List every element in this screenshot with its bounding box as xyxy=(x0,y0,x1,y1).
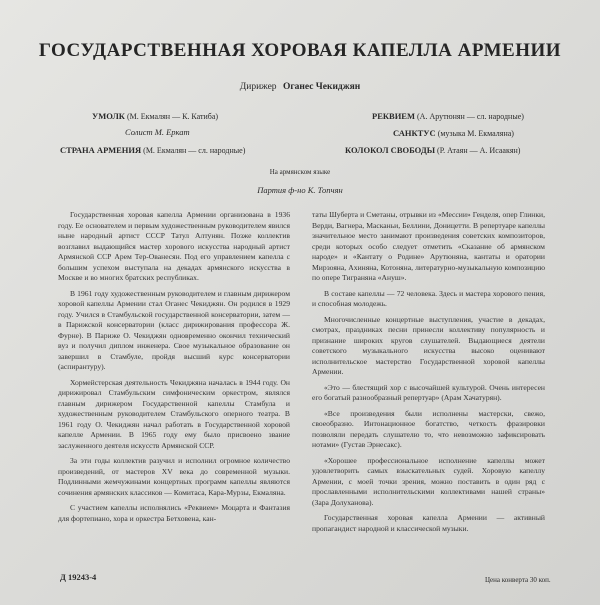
quote: «Хорошее профессиональное исполнение капеллы может удовлетворить самых взыскательных судей. Хоровую капеллу Армении, с моей точки зрения, можно поставить в один ряд с прославленными исполнительскими коллективами нашей страны» (Зара Долуханова). xyxy=(312,455,545,507)
piano-credit: Партия ф-но К. Топчян xyxy=(257,185,343,195)
program-credits: (музыка М. Екмаляна) xyxy=(437,129,514,138)
language-note: На армянском языке xyxy=(269,168,331,176)
program-title: РЕКВИЕМ xyxy=(372,111,415,121)
paragraph: За эти годы коллектив разучил и исполнил огромное количество произведений, от мастеров XV века до современной музыки. Подлинными жемчужинами концертных программ капеллы являются сочинения армянских классиков — Комитаса, Кара-Мурзы, Екмаляна. xyxy=(58,456,290,497)
paragraph: Государственная хоровая капелла Армении — активный пропагандист народной и классической музыки. xyxy=(312,513,545,533)
paragraph: Хормейстерская деятельность Чекиджяна началась в 1944 году. Он дирижировал Стамбульским симфоническим оркестром, являлся главным дирижером Государственной капеллы Стамбула и художественным руководителем Стамбульского оперного театра. В 1961 году О. Чекиджян начал работать в Государственной хоровой капелле Армении. В 1965 году ему было присвоено звание заслуженного деятеля искусств Армянской ССР. xyxy=(58,377,290,450)
program-title: СТРАНА АРМЕНИЯ xyxy=(60,145,142,155)
text-column-right xyxy=(312,210,545,539)
conductor-line xyxy=(0,82,600,92)
quote: «Все произведения были исполнены мастерски, свежо, своеобразно. Интонационное богатство, четкость фразировки позволяли передать слушателю то, что невозможно зафиксировать нотами» (Густав Эрнесакс). xyxy=(312,408,545,449)
paragraph: С участием капеллы исполнялись «Реквием» Моцарта и Фантазия для фортепиано, хора и оркестра Бетховена, кан- xyxy=(58,503,290,523)
soloist-line: Солист М. Еркат xyxy=(125,127,190,137)
text-column-left xyxy=(58,210,290,529)
program-item xyxy=(345,146,520,155)
program-title: САНКТУС xyxy=(393,128,436,138)
paragraph: В 1961 году художественным руководителем и главным дирижером хоровой капеллы Армении стал Оганес Чекиджян. Он родился в 1929 году. Учился в Стамбульской государственной консерватории, затем — в Парижской консерватории (класс дирижирования профессора Ж. Фурне). В Париже О. Чекиджян одновременно окончил технический вуз и получил диплом инженера. Свое музыкальное образование он завершил в Стамбуле, пройдя высший курс консерватории (аспирантуру). xyxy=(58,288,290,371)
price-label: Цена конверта 30 коп. xyxy=(485,576,551,584)
page-title: ГОСУДАРСТВЕННАЯ ХОРОВАЯ КАПЕЛЛА АРМЕНИИ xyxy=(38,40,562,61)
program-credits: (М. Екмалян — К. Катиба) xyxy=(126,112,219,121)
paragraph: таты Шуберта и Сметаны, отрывки из «Мессии» Генделя, опер Глинки, Верди, Вагнера, Масканьи, Беллини, Доницетти. В репертуаре капеллы значительное место занимают произведения советских композиторов, среди которых особо следует отметить «Сказание об армянском народе» и «Кантату о Родине» Арутюняна, кантаты и оратории Мирзояна, Ахиняна, Котоняна, литературно-музыкальную композицию по опере Тиграняна «Ануш». xyxy=(312,210,545,282)
program-title: УМОЛК xyxy=(92,111,125,121)
program-title: КОЛОКОЛ СВОБОДЫ xyxy=(345,145,436,155)
conductor-label: Дирижер xyxy=(239,82,277,92)
quote: «Это — блестящий хор с высочайшей культурой. Очень интересен его богатый разнообразный репертуар» (Арам Хачатурян). xyxy=(312,382,545,402)
program-item xyxy=(92,112,218,121)
conductor-name: Оганес Чекиджян xyxy=(282,82,361,92)
program-credits: (А. Арутюнян — сл. народные) xyxy=(417,112,524,121)
program-item xyxy=(393,129,514,138)
program-credits: (М. Екмалян — сл. народные) xyxy=(143,146,246,155)
catalog-number: Д 19243-4 xyxy=(60,572,97,582)
paragraph: В составе капеллы — 72 человека. Здесь и мастера хорового пения, и способная молодежь. xyxy=(312,288,545,308)
program-item xyxy=(372,112,524,121)
paragraph: Многочисленные концертные выступления, участие в декадах, смотрах, праздниках песни принесли коллективу популярность и признание широких кругов слушателей. Выдающиеся деятели советского музыкального искусства высоко оценивают исполнительское мастерство Государственной хоровой капеллы Армении. xyxy=(312,314,545,376)
paragraph: Государственная хоровая капелла Армении организована в 1936 году. Ее основателем и первым художественным руководителем явился ныне народный артист СССР Татул Алтунян. Позже коллектив возглавил выдающийся мастер хорового искусства народный артист Армянской ССР Арем Тер-Ованесян. Под его управлением капелла с большим успехом выступала на декадах армянского искусства в Москве и во многих братских республиках. xyxy=(58,210,290,282)
program-item xyxy=(60,146,245,155)
program-credits: (Р. Атаян — А. Исаакян) xyxy=(437,146,521,155)
